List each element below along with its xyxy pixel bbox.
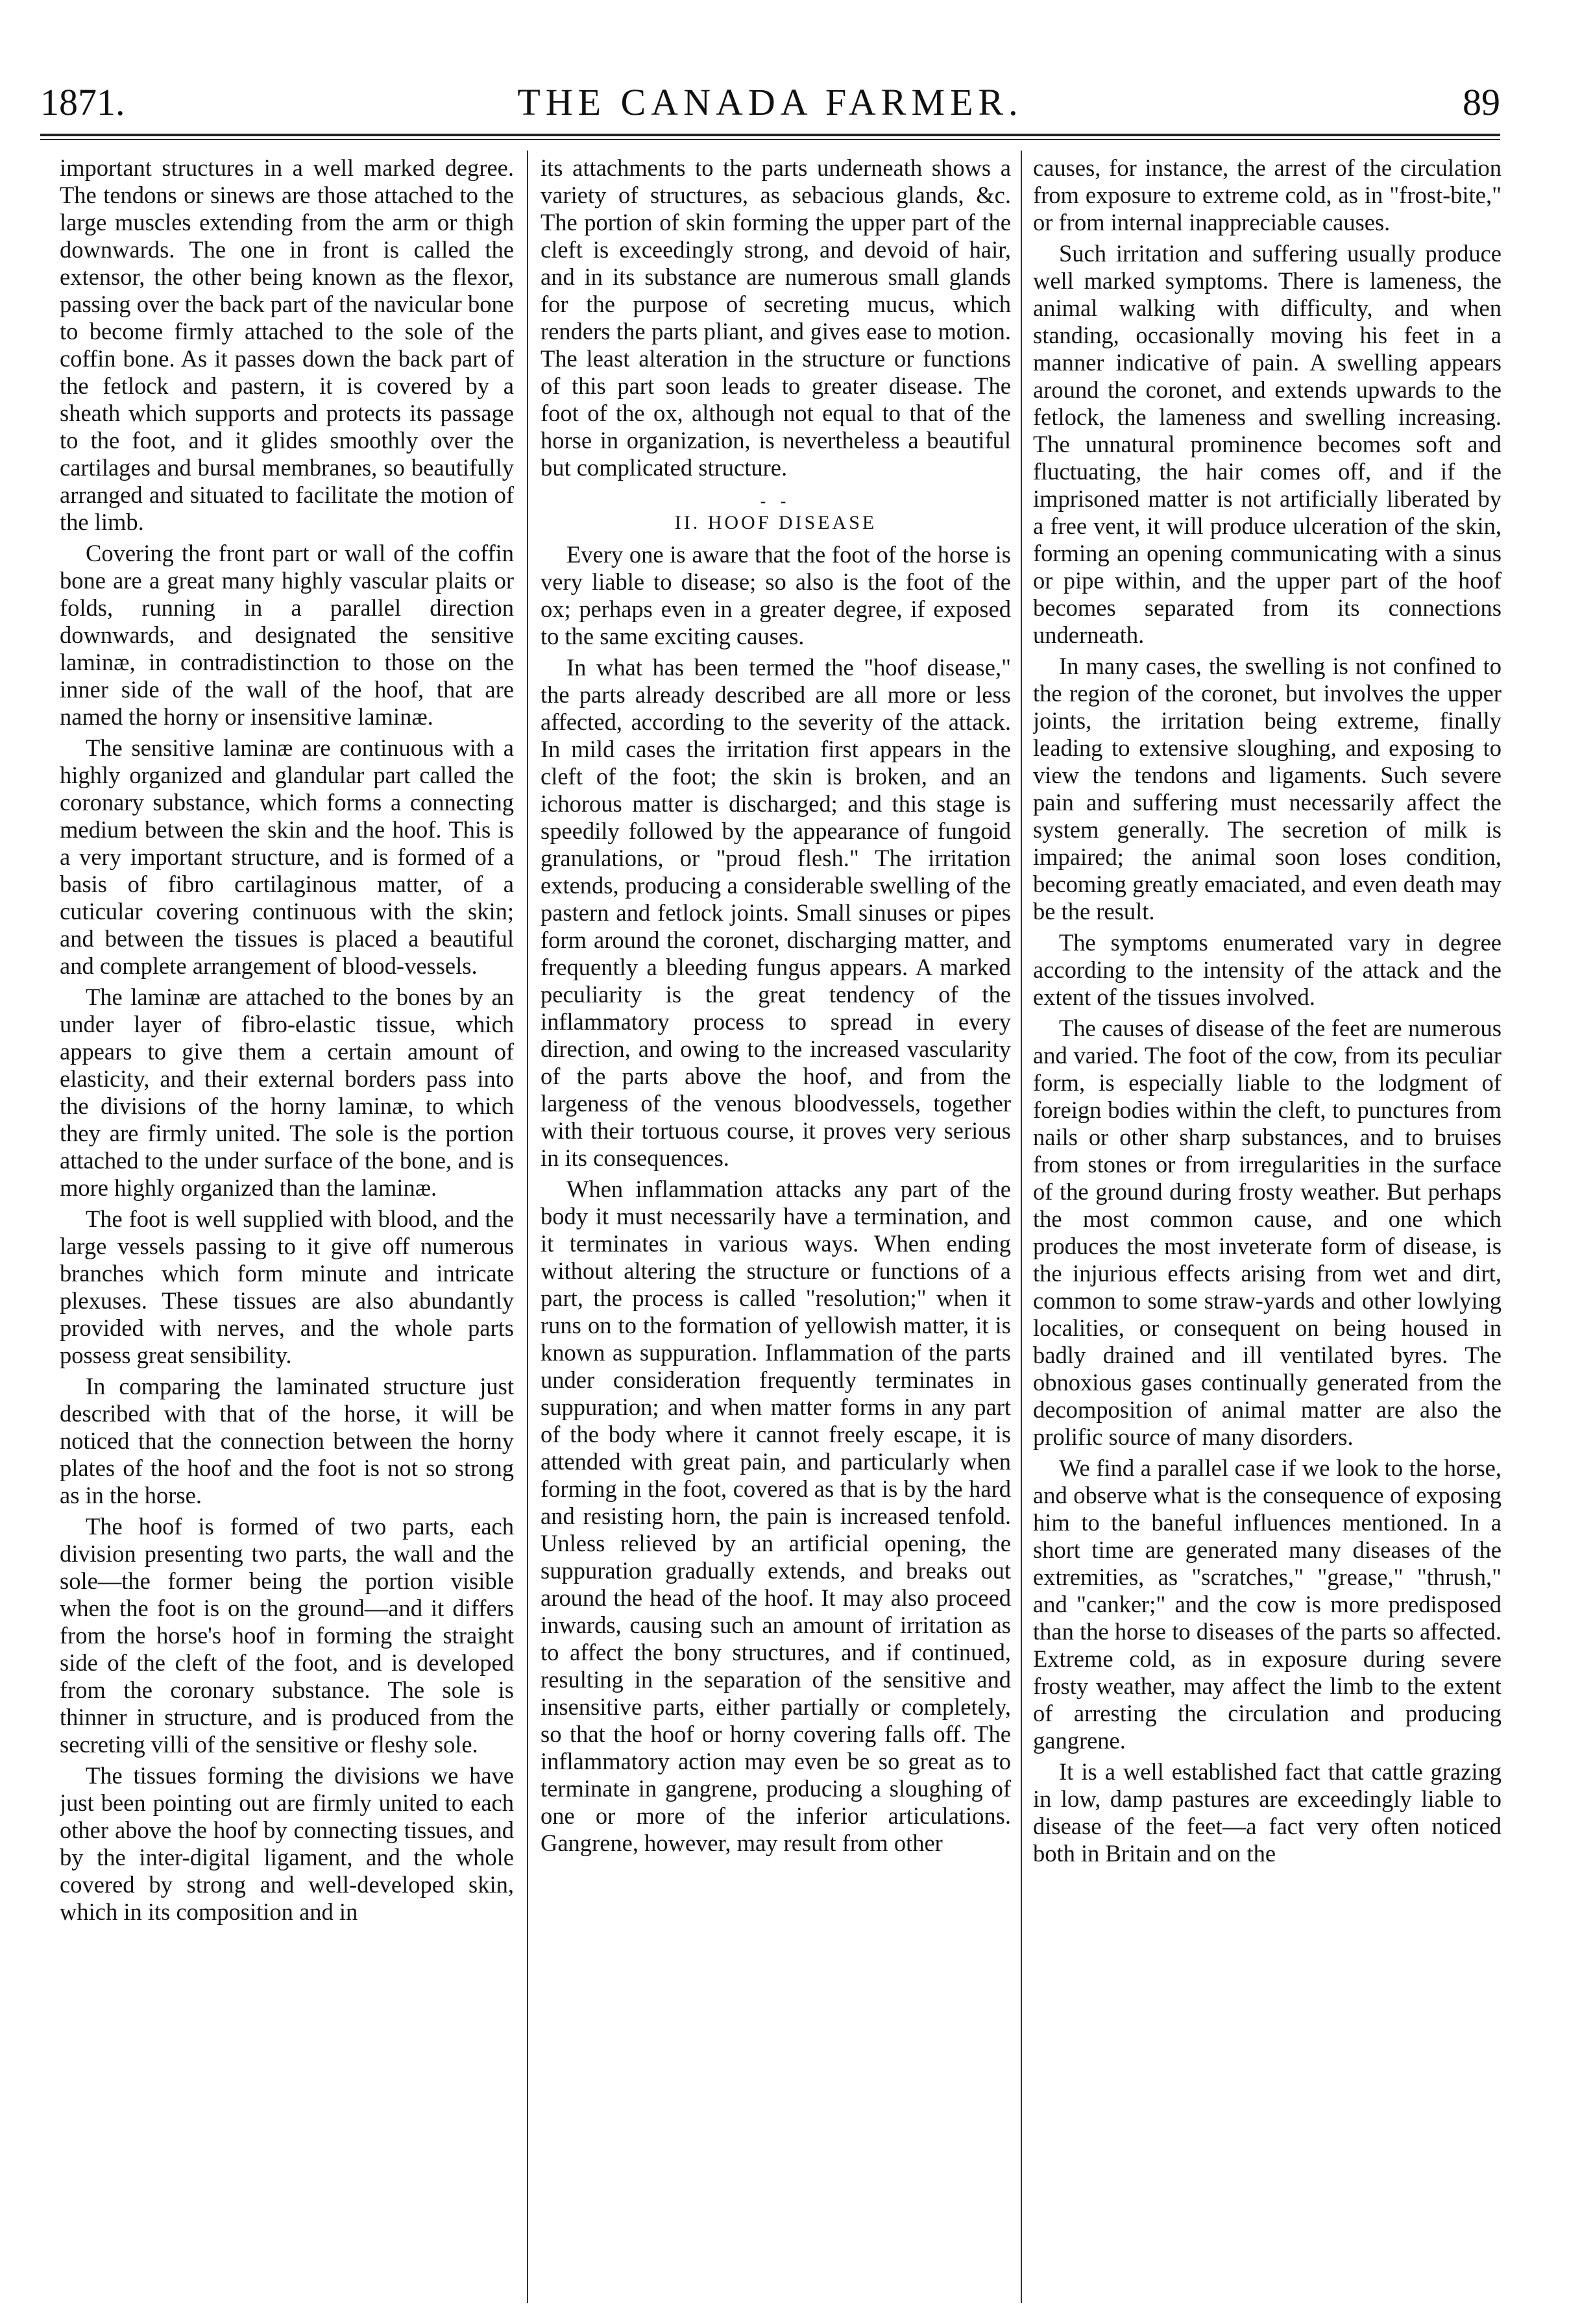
paragraph: The tissues forming the divisions we have just been pointing out are firmly united to each other above the hoof by connecting tissues, and by the inter-digital ligament, and the whole covered by strong and well-developed skin, which in its composition and in xyxy=(60,1762,514,1925)
paragraph: It is a well established fact that cattle grazing in low, damp pastures are exceedingly liable to disease of the feet—a fact very often noticed both in Britain and on the xyxy=(1033,1758,1502,1867)
paragraph: When inflammation attacks any part of the body it must necessarily have a termination, and it terminates in various ways. When ending without altering the structure or functions of a part, the process is called "resolution;" when it runs on to the formation of yellowish matter, it is known as suppuration. Inflammation of the parts under consideration frequently terminates in suppuration; and when matter forms in any part of the body where it cannot freely escape, it is attended with great pain, and particularly when forming in the foot, covered as that is by the hard and resisting horn, the pain is increased tenfold. Unless relieved by an artificial opening, the suppuration gradually extends, and breaks out around the head of the hoof. It may also proceed inwards, causing such an amount of irritation as to affect the bony structures, and if continued, resulting in the separation of the sensitive and insensitive parts, either partially or completely, so that the hoof or horny covering falls off. The inflammatory action may even be so great as to terminate in gangrene, producing a sloughing of one or more of the inferior articulations. Gangrene, however, may result from other xyxy=(541,1176,1011,1856)
column-divider xyxy=(527,151,528,2303)
paragraph: The causes of disease of the feet are numerous and varied. The foot of the cow, from its peculiar form, is especially liable to the lodgment of foreign bodies within the cleft, to punctures from nails or other sharp substances, and to bruises from stones or from irregularities in the surface of the ground during frosty weather. But perhaps the most common cause, and one which produces the most inveterate form of disease, is the injurious effects arising from wet and dirt, common to some straw-yards and other lowlying localities, or consequent on being housed in badly drained and ill ventilated byres. The obnoxious gases continually generated from the decomposition of animal matter are also the prolific source of many disorders. xyxy=(1033,1015,1502,1450)
paragraph: Covering the front part or wall of the coffin bone are a great many highly vascular plaits or folds, running in a parallel direction downwards, and designated the sensitive laminæ, in contradistinction to those on the inner side of the wall of the hoof, that are named the horny or insensitive laminæ. xyxy=(60,540,514,730)
masthead-title: THE CANADA FARMER. xyxy=(517,81,1023,123)
paragraph: In comparing the laminated structure just described with that of the horse, it will be noticed that the connection between the horny plates of the hoof and the foot is not so strong as in the horse. xyxy=(60,1373,514,1508)
paragraph: We find a parallel case if we look to the horse, and observe what is the consequence of exposing him to the baneful influences mentioned. In a short time are generated many diseases of the extremities, as "scratches," "grease," "thrush," and "canker;" and the cow is more predisposed than the horse to diseases of the parts so affected. Extreme cold, as in exposure during severe frosty weather, may affect the limb to the extent of arresting the circulation and producing gangrene. xyxy=(1033,1455,1502,1754)
header-rule xyxy=(40,134,1500,136)
section-heading-text: II. HOOF DISEASE xyxy=(674,512,877,533)
article-column-1 xyxy=(60,154,514,2295)
paragraph: The symptoms enumerated vary in degree according to the intensity of the attack and the extent of the tissues involved. xyxy=(1033,929,1502,1010)
paragraph: Such irritation and suffering usually produce well marked symptoms. There is lameness, the animal walking with difficulty, and when standing, occasionally moving his feet in a manner indicative of pain. A swelling appears around the coronet, and extends upwards to the fetlock, the lameness and swelling increasing. The unnatural prominence becomes soft and fluctuating, the hair comes off, and if the imprisoned matter is not artificially liberated by a free vent, it will produce ulceration of the skin, forming an opening communicating with a sinus or pipe within, and the upper part of the hoof becomes separated from its connections underneath. xyxy=(1033,240,1502,648)
article-column-2 xyxy=(541,154,1011,2295)
paragraph: The sensitive laminæ are continuous with a highly organized and glandular part called the coronary substance, which forms a connecting medium between the skin and the hoof. This is a very important structure, and is formed of a basis of fibro cartilaginous matter, of a cuticular covering continuous with the skin; and between the tissues is placed a beautiful and complete arrangement of blood-vessels. xyxy=(60,734,514,979)
paragraph: Every one is aware that the foot of the horse is very liable to disease; so also is the foot of the ox; perhaps even in a greater degree, if exposed to the same exciting causes. xyxy=(541,541,1011,649)
page-header xyxy=(40,77,1500,136)
heading-ornament: - - xyxy=(760,492,792,511)
header-year: 1871. xyxy=(40,81,125,123)
paragraph: causes, for instance, the arrest of the circulation from exposure to extreme cold, as in "frost-bite," or from internal inappreciable causes. xyxy=(1033,154,1502,236)
paragraph: The foot is well supplied with blood, and the large vessels passing to it give off numerous branches which form minute and intricate plexuses. These tissues are also abundantly provided with nerves, and the whole parts possess great sensibility. xyxy=(60,1205,514,1368)
paragraph: In what has been termed the "hoof disease," the parts already described are all more or less affected, according to the severity of the attack. In mild cases the irritation first appears in the cleft of the foot; the skin is broken, and an ichorous matter is discharged; and this stage is speedily followed by the appearance of fungoid granulations, or "proud flesh." The irritation extends, producing a considerable swelling of the pastern and fetlock joints. Small sinuses or pipes form around the coronet, discharging matter, and frequently a bleeding fungus appears. A marked peculiarity is the great tendency of the inflammatory process to spread in every direction, and owing to the increased vascularity of the parts above the hoof, and from the largeness of the venous bloodvessels, together with their tortuous course, it proves very serious in its consequences. xyxy=(541,654,1011,1171)
section-heading xyxy=(541,493,1011,536)
paragraph: important structures in a well marked degree. The tendons or sinews are those attached to the large muscles extending from the arm or thigh downwards. The one in front is called the extensor, the other being known as the flexor, passing over the back part of the navicular bone to become firmly attached to the sole of the coffin bone. As it passes down the back part of the fetlock and pastern, it is covered by a sheath which supports and protects its passage to the foot, and it glides smoothly over the cartilages and bursal membranes, so beautifully arranged and situated to facilitate the motion of the limb. xyxy=(60,154,514,535)
page-number: 89 xyxy=(1463,81,1500,123)
header-rule-thin xyxy=(40,139,1500,140)
column-divider xyxy=(1021,151,1022,2303)
article-column-3 xyxy=(1033,154,1502,2295)
paragraph: its attachments to the parts underneath shows a variety of structures, as sebacious glands, &c. The portion of skin forming the upper part of the cleft is exceedingly strong, and devoid of hair, and in its substance are numerous small glands for the purpose of secreting mucus, which renders the parts pliant, and gives ease to motion. The least alteration in the structure or functions of this part soon leads to greater disease. The foot of the ox, although not equal to that of the horse in organization, is nevertheless a beautiful but complicated structure. xyxy=(541,154,1011,481)
paragraph: In many cases, the swelling is not confined to the region of the coronet, but involves the upper joints, the irritation being extreme, finally leading to extensive sloughing, and exposing to view the tendons and ligaments. Such severe pain and suffering must necessarily affect the system generally. The secretion of milk is impaired; the animal soon loses condition, becoming greatly emaciated, and even death may be the result. xyxy=(1033,653,1502,925)
paragraph: The laminæ are attached to the bones by an under layer of fibro-elastic tissue, which appears to give them a certain amount of elasticity, and their external borders pass into the divisions of the horny laminæ, to which they are firmly united. The sole is the portion attached to the under surface of the bone, and is more highly organized than the laminæ. xyxy=(60,984,514,1201)
paragraph: The hoof is formed of two parts, each division presenting two parts, the wall and the sole—the former being the portion visible when the foot is on the ground—and it differs from the horse's hoof in forming the straight side of the cleft of the foot, and is developed from the coronary substance. The sole is thinner in structure, and is produced from the secreting villi of the sensitive or fleshy sole. xyxy=(60,1513,514,1758)
